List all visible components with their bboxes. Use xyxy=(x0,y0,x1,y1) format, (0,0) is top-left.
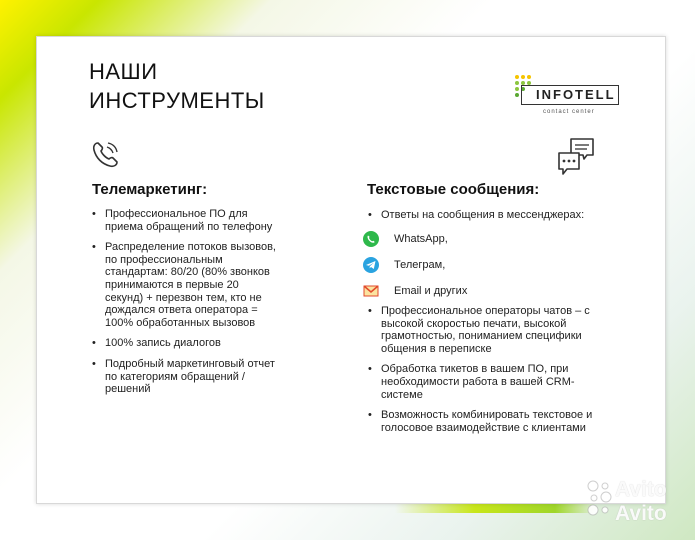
logo-subtitle: contact center xyxy=(543,109,595,115)
chat-bubbles-icon xyxy=(557,137,597,177)
app-label: WhatsApp, xyxy=(394,233,448,245)
list-item: • Профессиональное ПО для приема обращений по телефону xyxy=(89,208,279,233)
phone-icon xyxy=(89,137,123,171)
list-item: • Распределение потоков вызовов, по профессиональным стандартам: 80/20 (80% звонков принимаются в первые 20 секунд) + перезвон тем, кто не дождался ответа оператора = 100% обработанных вызовов xyxy=(89,241,279,329)
messengers-intro-list xyxy=(365,209,645,222)
list-item: • Обработка тикетов в вашем ПО, при необходимости работа в вашей CRM-системе xyxy=(365,363,605,401)
list-item: • Подробный маркетинговый отчет по категориям обращений / решений xyxy=(89,358,279,396)
list-item: • Профессиональное операторы чатов – с высокой скоростью печати, высокой грамотностью, пониманием специфики общения в переписке xyxy=(365,305,605,355)
watermark-text: Avito xyxy=(615,478,667,501)
telegram-icon xyxy=(362,256,380,274)
text-messages-heading: Текстовые сообщения: xyxy=(367,181,540,198)
logo-wordmark: INFOTELL xyxy=(521,85,619,105)
avito-logo-icon xyxy=(585,478,615,524)
avito-watermark xyxy=(585,478,685,528)
app-label: Телеграм, xyxy=(394,259,446,271)
slide-edge-accent xyxy=(395,503,595,513)
text-messages-list xyxy=(365,305,605,442)
watermark-text: Avito xyxy=(615,502,667,525)
whatsapp-icon xyxy=(362,230,380,248)
list-item: • 100% запись диалогов xyxy=(89,337,279,350)
telemarketing-list xyxy=(89,208,279,404)
slide xyxy=(36,36,666,504)
slide-title: НАШИ ИНСТРУМЕНТЫ xyxy=(89,59,265,113)
email-icon xyxy=(362,282,380,300)
telemarketing-heading: Телемаркетинг: xyxy=(92,181,208,198)
list-item: • Возможность комбинировать текстовое и голосовое взаимодействие с клиентами xyxy=(365,409,605,434)
infotell-logo xyxy=(513,75,653,125)
list-item: • Ответы на сообщения в мессенджерах: xyxy=(365,209,645,222)
app-label: Email и других xyxy=(394,285,468,297)
